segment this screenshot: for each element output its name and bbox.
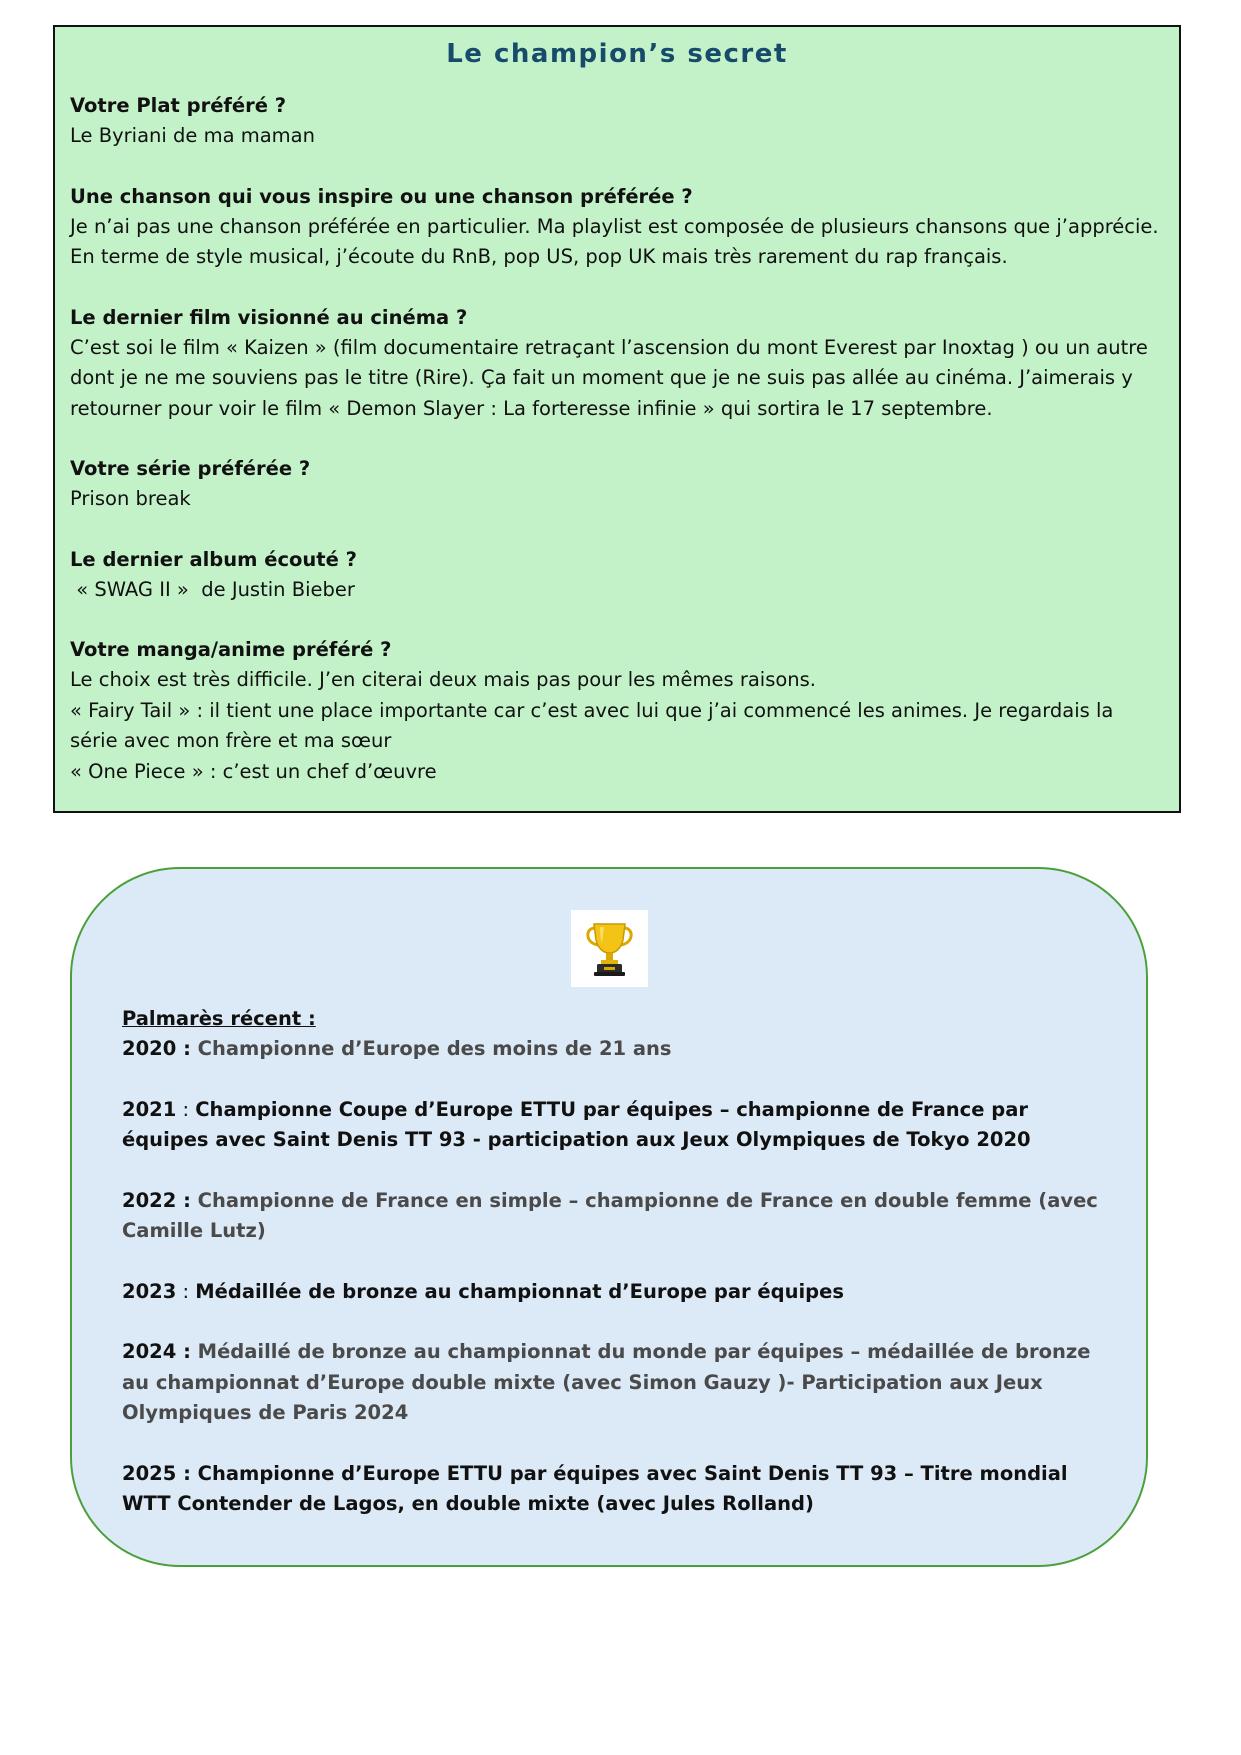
entry-text: Championne d’Europe des moins de 21 ans [197, 1037, 672, 1060]
answer: C’est soi le film « Kaizen » (film documentaire retraçant l’ascension du mont Everest par Inoxtag ) ou un autre dont je ne me souviens pas le titre (Rire). Ça fait un moment que je ne suis pas allée au cinéma. J’aimerais y retourner pour voir le film « Demon Slayer : La forteresse infinie » qui sortira le 17 septembre. [70, 335, 1148, 420]
entry-text: Championne d’Europe ETTU par équipes avec Saint Denis TT 93 – Titre mondial WTT Contender de Lagos, en double mixte (avec Jules Rolland) [122, 1461, 1068, 1515]
palmares-entry [122, 1034, 1112, 1065]
qa-item-album [70, 545, 1164, 606]
qa-item-film [70, 303, 1164, 425]
entry-year: 2022 [122, 1188, 177, 1212]
question: Votre manga/anime préféré ? [70, 638, 392, 661]
answer: « SWAG II » de Justin Bieber [70, 577, 355, 601]
question: Votre série préférée ? [70, 457, 311, 480]
qa-item-series [70, 454, 1164, 515]
secret-title: Le champion’s secret [446, 39, 788, 69]
question: Le dernier film visionné au cinéma ? [70, 305, 468, 329]
entry-text: Championne de France en simple – championne de France en double femme (avec Camille Lutz) [122, 1188, 1098, 1242]
qa-item-song [70, 182, 1164, 273]
entry-separator: : [176, 1340, 198, 1363]
entry-year: 2020 [122, 1037, 177, 1060]
answer: Le Byriani de ma maman [70, 124, 315, 147]
entry-text: Médaillé de bronze au championnat du monde par équipes – médaillée de bronze au championnat d’Europe double mixte (avec Simon Gauzy )- Participation aux Jeux Olympiques de Paris 2024 [122, 1340, 1091, 1424]
entry-year: 2025 [122, 1461, 177, 1485]
palmares-panel [70, 867, 1148, 1567]
palmares-heading: Palmarès récent : [122, 1007, 316, 1030]
entry-separator: : [176, 1461, 198, 1485]
entry-separator: : [176, 1188, 198, 1212]
answer: Prison break [70, 487, 191, 510]
answer: « One Piece » : c’est un chef d’œuvre [70, 759, 437, 783]
entry-text: Championne Coupe d’Europe ETTU par équipes – championne de France par équipes avec Saint Denis TT 93 - participation aux Jeux Olympiques de Tokyo 2020 [122, 1097, 1031, 1151]
answer: Le choix est très difficile. J’en citerai deux mais pas pour les mêmes raisons. [70, 668, 817, 691]
question: Une chanson qui vous inspire ou une chanson préférée ? [70, 184, 693, 208]
answer: « Fairy Tail » : il tient une place importante car c’est avec lui que j’ai commencé les animes. Je regardais la série avec mon frère et ma sœur [70, 698, 1114, 752]
entry-separator: : [176, 1097, 196, 1121]
palmares-list [122, 1004, 1112, 1520]
entry-year: 2023 [122, 1279, 177, 1303]
question: Votre Plat préféré ? [70, 94, 287, 117]
palmares-entry [122, 1277, 1112, 1308]
entry-year: 2024 [122, 1340, 177, 1363]
entry-year: 2021 [122, 1097, 177, 1121]
entry-separator: : [176, 1037, 198, 1060]
palmares-entry [122, 1459, 1112, 1520]
answer: Je n’ai pas une chanson préférée en particulier. Ma playlist est composée de plusieurs chansons que j’apprécie. En terme de style musical, j’écoute du RnB, pop US, pop UK mais très rarement du rap français. [70, 214, 1159, 268]
palmares-entry [122, 1186, 1112, 1247]
palmares-entry [122, 1337, 1112, 1429]
qa-item-manga [70, 635, 1164, 787]
palmares-entry [122, 1095, 1112, 1156]
trophy-icon [571, 910, 648, 987]
question: Le dernier album écouté ? [70, 547, 357, 571]
entry-text: Médaillée de bronze au championnat d’Europe par équipes [195, 1279, 844, 1303]
qa-item-dish [70, 91, 1164, 152]
entry-separator: : [176, 1279, 196, 1303]
champion-secret-panel [53, 25, 1181, 813]
